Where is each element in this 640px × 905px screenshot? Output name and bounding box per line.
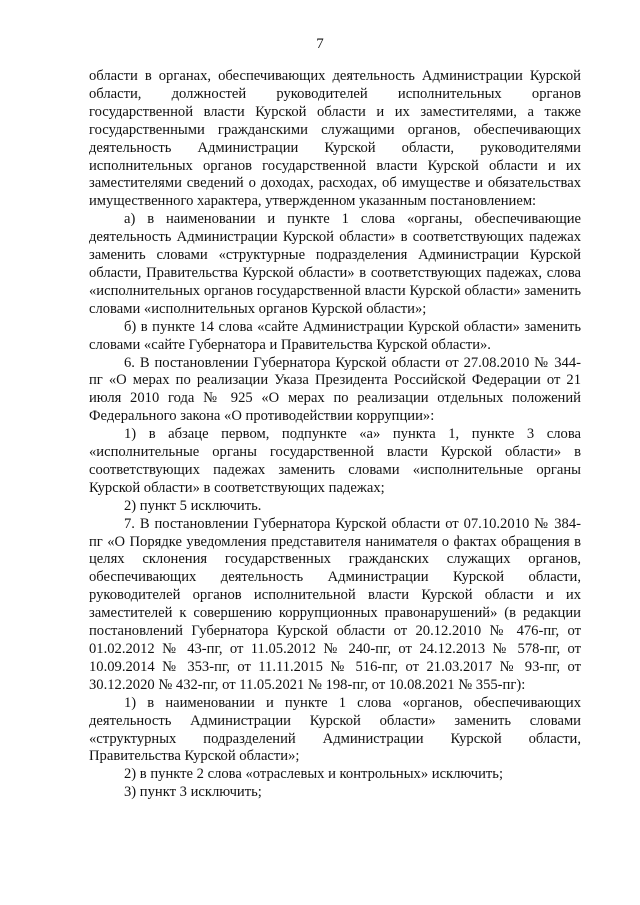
- paragraph-subitem-a: а) в наименовании и пункте 1 слова «органы, обеспечивающие деятельность Администрации Курской области» в соответствующих падежах заменить словами «структурные подразделения Администрации Курской области, Правительства Курской области» в соответствующих падежах, слова «исполнительных органов государственной власти Курской области» заменить словами «исполнительных органов Курской области»;: [89, 211, 581, 317]
- paragraph-item-7: 7. В постановлении Губернатора Курской области от 07.10.2010 № 384-пг «О Порядке уведомления представителя нанимателя о фактах обращения в целях склонения государственных гражданских служащих органов, обеспечивающих деятельность Администрации Курской области, руководителей органов исполнительной власти Курской области и их заместителей к совершению коррупционных правонарушений» (в редакции постановлений Губернатора Курской области от 20.12.2010 № 476-пг, от 01.02.2012 № 43-пг, от 11.05.2012 № 240-пг, от 24.12.2013 № 578-пг, от 10.09.2014 № 353-пг, от 11.11.2015 № 516-пг, от 21.03.2017 № 93-пг, от 30.12.2020 № 432-пг, от 11.05.2021 № 198-пг, от 10.08.2021 № 355-пг):: [89, 515, 581, 693]
- paragraph-item-7-sub-1: 1) в наименовании и пункте 1 слова «органов, обеспечивающих деятельность Администрации Курской области» заменить словами «структурных подразделений Администрации Курской области, Правительства Курской области»;: [89, 694, 581, 765]
- paragraph-subitem-b: б) в пункте 14 слова «сайте Администрации Курской области» заменить словами «сайте Губернатора и Правительства Курской области».: [89, 318, 581, 353]
- paragraph-item-7-sub-3: 3) пункт 3 исключить;: [124, 784, 262, 801]
- page-number: 7: [316, 36, 324, 52]
- paragraph-item-6-sub-1: 1) в абзаце первом, подпункте «а» пункта 1, пункте 3 слова «исполнительные органы государственной власти Курской области» в соответствующих падежах заменить словами «исполнительные органы Курской области» в соответствующих падежах;: [89, 426, 581, 496]
- paragraph-item-6: 6. В постановлении Губернатора Курской области от 27.08.2010 № 344-пг «О мерах по реализации Указа Президента Российской Федерации от 21 июля 2010 года № 925 «О мерах по реализации отдельных положений Федерального закона «О противодействии коррупции»:: [89, 354, 581, 425]
- paragraph-continuation: области в органах, обеспечивающих деятельность Администрации Курской области, должностей руководителей исполнительных органов государственной власти Курской области и их заместителями, а также государственными гражданскими служащими органов, обеспечивающих деятельность Администрации Курской области, руководителями исполнительных органов государственной власти Курской области и их заместителями сведений о доходах, расходах, об имуществе и обязательствах имущественного характера, утвержденном указанным постановлением:: [89, 68, 581, 210]
- paragraph-item-6-sub-2: 2) пункт 5 исключить.: [124, 497, 262, 514]
- document-body: [89, 68, 581, 802]
- paragraph-item-7-sub-2: 2) в пункте 2 слова «отраслевых и контрольных» исключить;: [124, 766, 504, 783]
